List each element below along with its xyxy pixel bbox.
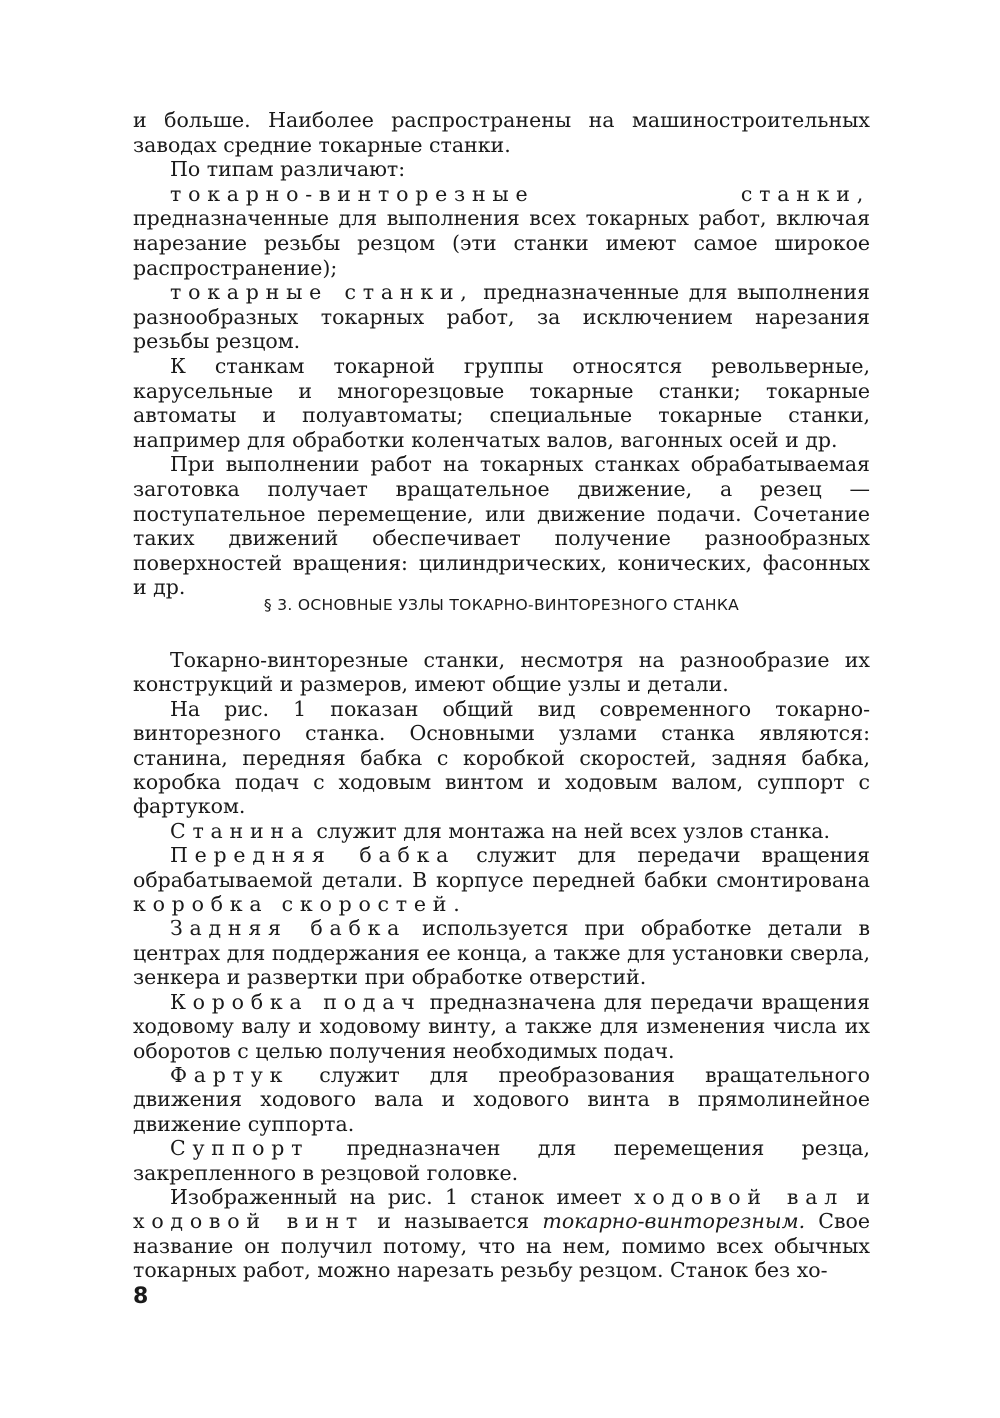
paragraph-text: Изображенный на рис. 1 станок имеет — [170, 1184, 635, 1209]
paragraph-text: используется при обработке детали в центрах для поддержания ее конца, а также для установки сверла, зенкера и развертки при обработке отверстий. — [133, 916, 870, 990]
paragraph-text: предназначенные для выполнения всех токарных работ, включая нарезание резьбы резцом (эти станки имеют самое широкое распространение); — [133, 206, 870, 280]
term-spaced: токарные станки, — [170, 280, 474, 305]
section-heading: § 3. ОСНОВНЫЕ УЗЛЫ ТОКАРНО-ВИНТОРЕЗНОГО СТАНКА — [263, 596, 740, 614]
paragraph-text: служит для монтажа на ней всех узлов станка. — [309, 818, 831, 843]
paragraph — [133, 182, 870, 280]
paragraph — [133, 1063, 870, 1136]
bottom-text-block — [133, 648, 870, 1283]
term-spaced: токарно-винторезные станки, — [170, 181, 870, 206]
paragraph-text: предназначена для передачи вращения ходовому валу и ходовому винту, а также для изменения числа их оборотов с целью получения необходимых подач. — [133, 989, 870, 1063]
paragraph-text: служит для передачи вращения обрабатываемой детали. В корпусе передней бабки смонтирована — [133, 843, 870, 892]
paragraph: На рис. 1 показан общий вид современного токарно-винторезного станка. Основными узлами станка являются: станина, передняя бабка с коробкой скоростей, задняя бабка, коробка подач с ходовым винтом и ходовым валом, суппорт с фартуком. — [133, 696, 870, 819]
paragraph: и больше. Наиболее распространены на машиностроительных заводах средние токарные станки. — [133, 108, 870, 157]
paragraph — [133, 1136, 870, 1185]
term-spaced: Задняя бабка — [170, 916, 407, 941]
paragraph-text: и называется — [364, 1209, 543, 1234]
paragraph — [133, 990, 870, 1063]
paragraph: При выполнении работ на токарных станках обрабатываемая заготовка получает вращательное движение, а резец — поступательное перемещение, или движение подачи. Сочетание таких движений обеспечивает получение разнообразных поверхностей вращения: цилиндрических, конических, фасонных и др. — [133, 452, 870, 600]
term-spaced: Фартук — [170, 1062, 290, 1087]
paragraph — [133, 819, 870, 843]
top-text-block — [133, 108, 870, 600]
term-spaced: Коробка подач — [170, 989, 422, 1014]
paragraph-text: предназначенные для выполнения разнообразных токарных работ, за исключением нарезания резьбы резцом. — [133, 280, 870, 354]
term-italic: токарно-винторезным. — [542, 1209, 806, 1234]
paragraph-text: служит для преобразования вращательного движения ходового вала и ходового винта в прямолинейное движение суппорта. — [133, 1062, 870, 1136]
term-spaced: ходовой вал — [634, 1184, 844, 1209]
paragraph-text: и — [844, 1184, 870, 1209]
paragraph — [133, 843, 870, 916]
term-spaced: Станина — [170, 818, 310, 843]
paragraph — [133, 916, 870, 989]
term-spaced: коробка скоростей. — [133, 892, 467, 917]
paragraph: По типам различают: — [170, 157, 406, 182]
term-spaced: Суппорт — [170, 1136, 310, 1161]
paragraph: К станкам токарной группы относятся револьверные, карусельные и многорезцовые токарные станки; токарные автоматы и полуавтоматы; специальные токарные станки, например для обработки коленчатых валов, вагонных осей и др. — [133, 353, 870, 452]
paragraph-text: предназначен для перемещения резца, закрепленного в резцовой головке. — [133, 1136, 870, 1185]
paragraph — [133, 1185, 870, 1283]
term-spaced: ходовой винт — [133, 1209, 365, 1234]
paragraph-text: Свое название он получил потому, что на нем, помимо всех обычных токарных работ, можно нарезать резьбу резцом. Станок без хо- — [133, 1209, 871, 1283]
term-spaced: Передняя бабка — [170, 843, 456, 868]
paragraph: Токарно-винторезные станки, несмотря на разнообразие их конструкций и размеров, имеют общие узлы и детали. — [133, 648, 870, 697]
page-number: 8 — [133, 1284, 149, 1309]
paragraph — [133, 280, 870, 354]
